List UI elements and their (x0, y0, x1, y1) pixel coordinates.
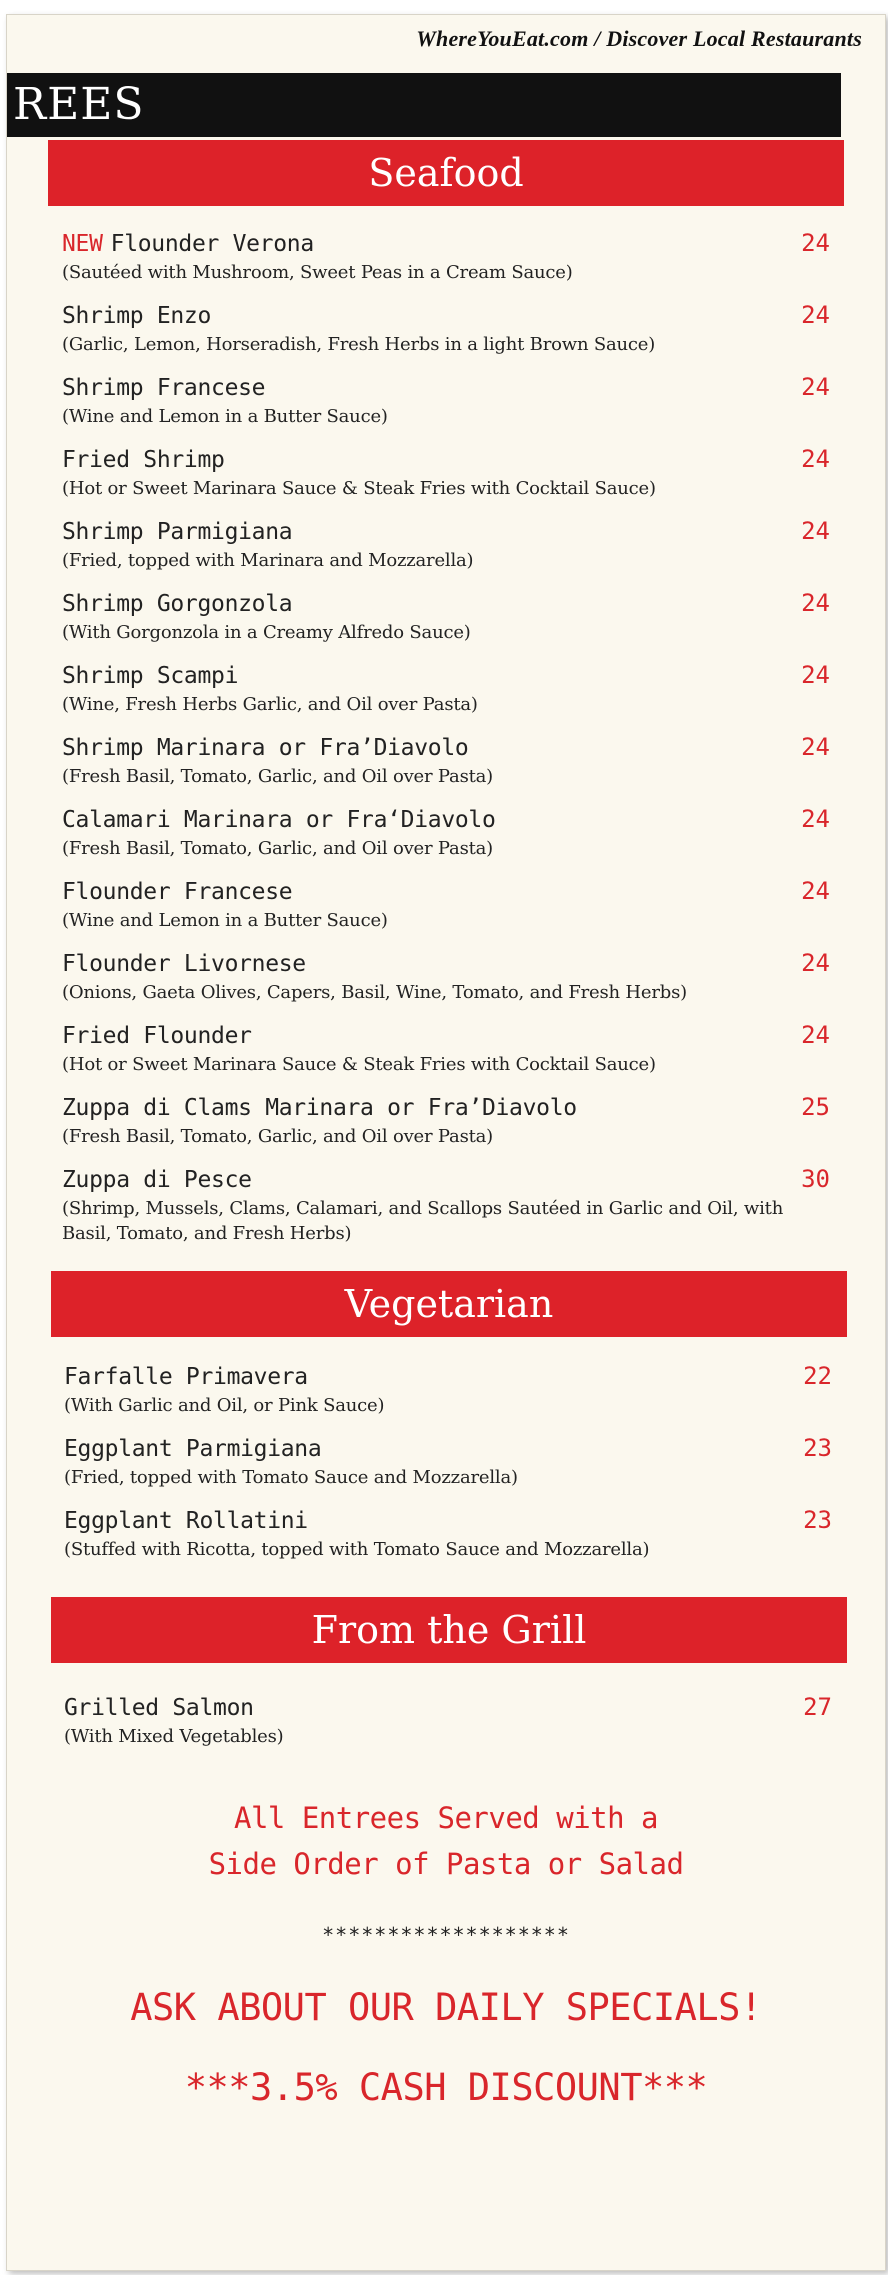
item-description: (Hot or Sweet Marinara Sauce & Steak Fries with Cocktail Sauce) (62, 1054, 656, 1075)
item-description: (Fried, topped with Marinara and Mozzarella) (62, 550, 474, 571)
item-description: (Fresh Basil, Tomato, Garlic, and Oil over Pasta) (62, 838, 493, 859)
item-name: Grilled Salmon (64, 1695, 254, 1721)
item-name: Shrimp Francese (62, 375, 266, 401)
item-name: Flounder Francese (62, 879, 293, 905)
item-description: (Wine and Lemon in a Butter Sauce) (62, 406, 388, 427)
seafood-list (62, 227, 830, 1260)
served-line-2: Side Order of Pasta or Salad (208, 1847, 684, 1881)
cash-discount-note: ***3.5% CASH DISCOUNT*** (184, 2066, 708, 2109)
menu-item (62, 227, 830, 285)
item-price: 24 (801, 589, 830, 617)
item-description: (Fresh Basil, Tomato, Garlic, and Oil over Pasta) (62, 766, 493, 787)
item-description: (With Garlic and Oil, or Pink Sauce) (64, 1395, 385, 1416)
menu-item (62, 443, 830, 501)
top-banner (7, 73, 841, 137)
item-price: 27 (803, 1693, 832, 1721)
menu-item (62, 1163, 830, 1246)
item-price: 24 (801, 301, 830, 329)
item-price: 22 (803, 1362, 832, 1390)
item-description: (With Gorgonzola in a Creamy Alfredo Sauce) (62, 622, 471, 643)
served-with-note (7, 1795, 885, 1887)
menu-page (6, 14, 886, 2271)
item-description: (Onions, Gaeta Olives, Capers, Basil, Wine, Tomato, and Fresh Herbs) (62, 982, 687, 1003)
menu-item (62, 1091, 830, 1149)
item-description: (Shrimp, Mussels, Clams, Calamari, and Scallops Sautéed in Garlic and Oil, with Basil, Tomato, and Fresh Herbs) (62, 1198, 784, 1244)
section-header-vegetarian (51, 1271, 847, 1337)
item-name: Shrimp Gorgonzola (62, 591, 293, 617)
item-price: 24 (801, 949, 830, 977)
item-name: Farfalle Primavera (64, 1364, 308, 1390)
item-description: (Fresh Basil, Tomato, Garlic, and Oil over Pasta) (62, 1126, 493, 1147)
item-price: 24 (801, 229, 830, 257)
menu-item (62, 875, 830, 933)
item-price: 30 (801, 1165, 830, 1193)
item-name: Zuppa di Clams Marinara or Fra’Diavolo (62, 1095, 577, 1121)
new-badge: NEW (62, 231, 103, 257)
menu-item (64, 1691, 832, 1749)
item-name: Shrimp Marinara or Fra’Diavolo (62, 735, 469, 761)
item-description: (Wine, Fresh Herbs Garlic, and Oil over Pasta) (62, 694, 478, 715)
item-name: Shrimp Scampi (62, 663, 239, 689)
item-price: 24 (801, 733, 830, 761)
section-title: Seafood (368, 151, 524, 195)
menu-item (62, 587, 830, 645)
grill-list (64, 1691, 832, 1763)
section-header-grill (51, 1597, 847, 1663)
item-description: (Stuffed with Ricotta, topped with Tomato Sauce and Mozzarella) (64, 1539, 650, 1560)
menu-item (64, 1504, 832, 1562)
item-name: Shrimp Parmigiana (62, 519, 293, 545)
section-title: From the Grill (311, 1608, 587, 1652)
item-name: Calamari Marinara or Fra‘Diavolo (62, 807, 496, 833)
item-name: Eggplant Rollatini (64, 1508, 308, 1534)
item-name: Fried Flounder (62, 1023, 252, 1049)
menu-item (64, 1432, 832, 1490)
site-watermark: WhereYouEat.com / Discover Local Restaurants (416, 26, 862, 51)
item-name: Eggplant Parmigiana (64, 1436, 322, 1462)
item-price: 24 (801, 517, 830, 545)
menu-item (64, 1360, 832, 1418)
item-price: 23 (803, 1434, 832, 1462)
section-title: Vegetarian (344, 1282, 554, 1326)
item-price: 25 (801, 1093, 830, 1121)
item-price: 24 (801, 1021, 830, 1049)
daily-specials-note: ASK ABOUT OUR DAILY SPECIALS! (130, 1986, 762, 2029)
menu-item (62, 299, 830, 357)
item-price: 24 (801, 373, 830, 401)
menu-item (62, 1019, 830, 1077)
item-price: 24 (801, 445, 830, 473)
item-price: 24 (801, 877, 830, 905)
item-description: (Sautéed with Mushroom, Sweet Peas in a Cream Sauce) (62, 262, 573, 283)
menu-item (62, 515, 830, 573)
item-price: 23 (803, 1506, 832, 1534)
menu-item (62, 947, 830, 1005)
menu-item (62, 803, 830, 861)
served-line-1: All Entrees Served with a (234, 1801, 658, 1835)
item-price: 24 (801, 661, 830, 689)
item-name: Zuppa di Pesce (62, 1167, 252, 1193)
item-price: 24 (801, 805, 830, 833)
section-header-seafood (48, 140, 844, 206)
item-name: Fried Shrimp (62, 447, 225, 473)
stars-divider: ******************* (322, 1923, 570, 1947)
vegetarian-list (64, 1360, 832, 1576)
item-description: (Fried, topped with Tomato Sauce and Mozzarella) (64, 1467, 518, 1488)
menu-item (62, 659, 830, 717)
item-description: (Garlic, Lemon, Horseradish, Fresh Herbs in a light Brown Sauce) (62, 334, 656, 355)
item-description: (With Mixed Vegetables) (64, 1726, 284, 1747)
item-name: NEW Flounder Verona (62, 231, 314, 257)
top-banner-text: REES (13, 79, 145, 130)
item-description: (Wine and Lemon in a Butter Sauce) (62, 910, 388, 931)
item-name: Flounder Livornese (62, 951, 306, 977)
item-description: (Hot or Sweet Marinara Sauce & Steak Fries with Cocktail Sauce) (62, 478, 656, 499)
menu-item (62, 371, 830, 429)
menu-item (62, 731, 830, 789)
item-name: Shrimp Enzo (62, 303, 212, 329)
